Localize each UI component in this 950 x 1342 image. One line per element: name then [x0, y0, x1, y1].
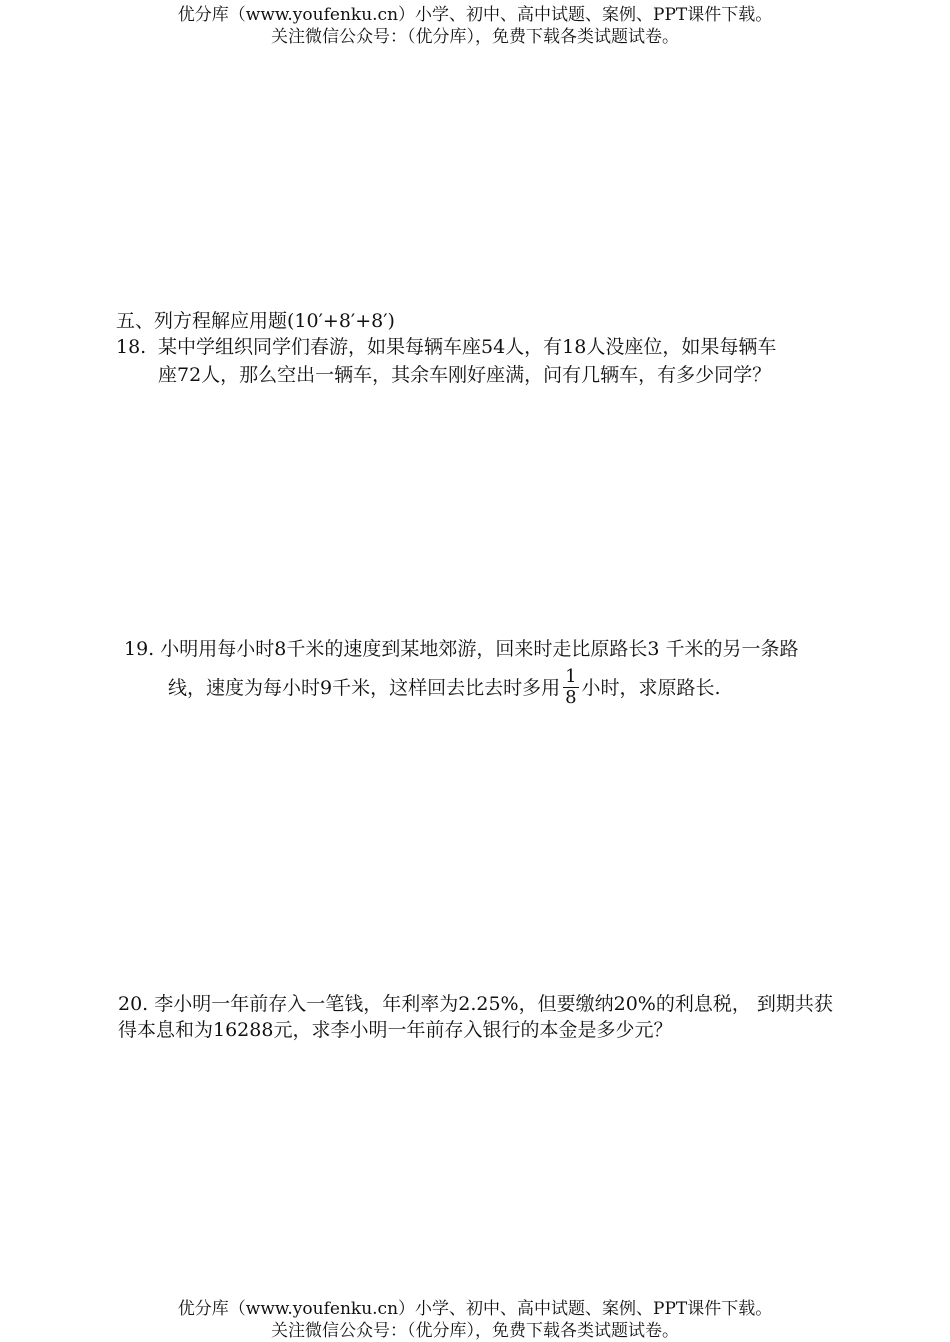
question-19-text-before: 线，速度为每小时9千米，这样回去比去时多用: [168, 677, 561, 699]
fraction-numerator: 1: [565, 665, 577, 687]
footer-line-2: 关注微信公众号：（优分库），免费下载各类试题试卷。: [271, 1321, 679, 1341]
question-18-number: 18.: [116, 336, 147, 358]
section-title: 五、列方程解应用题(10′+8′+8′): [116, 310, 395, 332]
question-18-line-2: 座72人，那么空出一辆车，其余车刚好座满，问有几辆车，有多少同学？: [158, 364, 772, 386]
question-19-text-after: 小时，求原路长.: [581, 677, 721, 699]
footer-line-1: 优分库（www.youfenku.cn）小学、初中、高中试题、案例、PPT课件下载。: [177, 1299, 773, 1319]
fraction-denominator: 8: [565, 686, 577, 708]
question-20-line-2: 得本息和为16288元，求李小明一年前存入银行的本金是多少元？: [118, 1019, 673, 1041]
question-20-line-1: 20. 李小明一年前存入一笔钱，年利率为2.25%，但要缴纳20%的利息税， 到期共获: [118, 993, 833, 1015]
question-19-line-1: 19. 小明用每小时8千米的速度到某地郊游，回来时走比原路长3 千米的另一条路: [124, 638, 799, 660]
question-19-line-2: [168, 664, 721, 712]
header-line-1: 优分库（www.youfenku.cn）小学、初中、高中试题、案例、PPT课件下载。: [177, 5, 773, 25]
fraction: [563, 667, 578, 708]
header-line-2: 关注微信公众号：（优分库），免费下载各类试题试卷。: [271, 27, 679, 47]
question-18-line-1: 某中学组织同学们春游，如果每辆车座54人，有18人没座位，如果每辆车: [158, 336, 777, 358]
